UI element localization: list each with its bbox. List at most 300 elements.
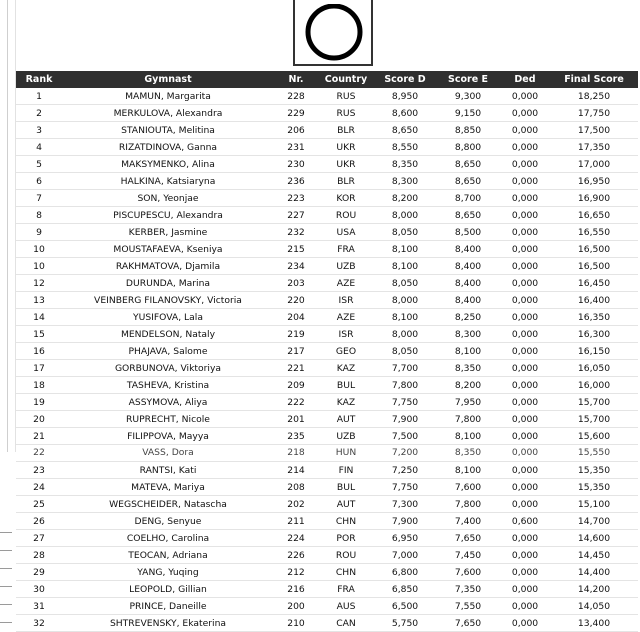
cell-score-d: 6,950 <box>374 530 436 547</box>
cell-final-score: 16,650 <box>550 207 638 224</box>
cell-ded: 0,000 <box>500 173 550 190</box>
table-row <box>16 207 638 224</box>
cell-score-d: 8,000 <box>374 207 436 224</box>
header-gymnast: Gymnast <box>62 71 274 88</box>
cell-country: FIN <box>318 462 374 479</box>
cell-score-d: 8,600 <box>374 105 436 122</box>
cell-rank: 31 <box>16 598 62 615</box>
cell-nr: 230 <box>274 156 318 173</box>
table-row <box>16 598 638 615</box>
table-row <box>16 241 638 258</box>
cell-final-score: 15,700 <box>550 411 638 428</box>
cell-country: ROU <box>318 547 374 564</box>
cell-final-score: 17,350 <box>550 139 638 156</box>
cell-score-e: 8,400 <box>436 258 500 275</box>
cell-gymnast: DURUNDA, Marina <box>62 275 274 292</box>
cell-rank: 9 <box>16 224 62 241</box>
cell-score-d: 7,250 <box>374 462 436 479</box>
cell-rank: 3 <box>16 122 62 139</box>
cell-gymnast: PISCUPESCU, Alexandra <box>62 207 274 224</box>
cell-gymnast: PRINCE, Daneille <box>62 598 274 615</box>
table-row <box>16 292 638 309</box>
cell-gymnast: MAMUN, Margarita <box>62 88 274 105</box>
cell-nr: 215 <box>274 241 318 258</box>
cell-final-score: 15,600 <box>550 428 638 445</box>
cell-nr: 223 <box>274 190 318 207</box>
cell-score-e: 8,400 <box>436 241 500 258</box>
cell-nr: 231 <box>274 139 318 156</box>
cell-gymnast: VEINBERG FILANOVSKY, Victoria <box>62 292 274 309</box>
cell-final-score: 14,700 <box>550 513 638 530</box>
cell-final-score: 14,050 <box>550 598 638 615</box>
cell-country: BUL <box>318 377 374 394</box>
cell-country: RUS <box>318 105 374 122</box>
table-row <box>16 462 638 479</box>
cell-ded: 0,000 <box>500 207 550 224</box>
cell-gymnast: WEGSCHEIDER, Natascha <box>62 496 274 513</box>
cell-final-score: 16,400 <box>550 292 638 309</box>
cell-score-e: 7,600 <box>436 564 500 581</box>
cell-rank: 27 <box>16 530 62 547</box>
cell-final-score: 14,450 <box>550 547 638 564</box>
cell-score-d: 8,100 <box>374 241 436 258</box>
cell-rank: 4 <box>16 139 62 156</box>
cell-score-e: 8,100 <box>436 428 500 445</box>
cell-rank: 22 <box>16 445 62 462</box>
cell-final-score: 14,600 <box>550 530 638 547</box>
cell-gymnast: VASS, Dora <box>62 445 274 462</box>
cell-ded: 0,000 <box>500 343 550 360</box>
cell-gymnast: RANTSI, Kati <box>62 462 274 479</box>
cell-nr: 227 <box>274 207 318 224</box>
cell-score-d: 7,700 <box>374 360 436 377</box>
cell-score-e: 7,800 <box>436 411 500 428</box>
cell-rank: 29 <box>16 564 62 581</box>
cell-gymnast: PHAJAVA, Salome <box>62 343 274 360</box>
cell-rank: 30 <box>16 581 62 598</box>
left-border-line <box>7 0 8 452</box>
cell-final-score: 16,550 <box>550 224 638 241</box>
cell-score-d: 7,000 <box>374 547 436 564</box>
cell-country: GEO <box>318 343 374 360</box>
table-row <box>16 224 638 241</box>
cell-score-d: 7,900 <box>374 513 436 530</box>
cell-ded: 0,000 <box>500 122 550 139</box>
cell-gymnast: RIZATDINOVA, Ganna <box>62 139 274 156</box>
cell-ded: 0,000 <box>500 615 550 632</box>
table-row <box>16 88 638 105</box>
cell-country: RUS <box>318 88 374 105</box>
cell-ded: 0,000 <box>500 139 550 156</box>
cell-nr: 222 <box>274 394 318 411</box>
cell-score-e: 9,300 <box>436 88 500 105</box>
cell-ded: 0,000 <box>500 564 550 581</box>
cell-ded: 0,000 <box>500 428 550 445</box>
cell-nr: 220 <box>274 292 318 309</box>
cell-country: AUT <box>318 496 374 513</box>
cell-ded: 0,000 <box>500 88 550 105</box>
results-table-body <box>16 88 638 632</box>
table-row <box>16 513 638 530</box>
cell-ded: 0,000 <box>500 394 550 411</box>
cell-final-score: 13,400 <box>550 615 638 632</box>
table-row <box>16 564 638 581</box>
cell-country: BUL <box>318 479 374 496</box>
table-row <box>16 530 638 547</box>
cell-gymnast: MAKSYMENKO, Alina <box>62 156 274 173</box>
cell-ded: 0,000 <box>500 190 550 207</box>
cell-score-e: 8,300 <box>436 326 500 343</box>
cell-gymnast: KERBER, Jasmine <box>62 224 274 241</box>
cell-rank: 7 <box>16 190 62 207</box>
cell-score-e: 8,200 <box>436 377 500 394</box>
cell-score-e: 8,500 <box>436 224 500 241</box>
cell-score-d: 8,550 <box>374 139 436 156</box>
cell-nr: 200 <box>274 598 318 615</box>
cell-country: AZE <box>318 275 374 292</box>
table-row <box>16 105 638 122</box>
cell-final-score: 16,150 <box>550 343 638 360</box>
cell-country: CHN <box>318 513 374 530</box>
cell-final-score: 15,100 <box>550 496 638 513</box>
cell-ded: 0,000 <box>500 156 550 173</box>
cell-rank: 21 <box>16 428 62 445</box>
cell-score-e: 8,350 <box>436 445 500 462</box>
cell-gymnast: FILIPPOVA, Mayya <box>62 428 274 445</box>
cell-final-score: 17,750 <box>550 105 638 122</box>
cell-final-score: 18,250 <box>550 88 638 105</box>
cell-gymnast: YUSIFOVA, Lala <box>62 309 274 326</box>
cell-nr: 236 <box>274 173 318 190</box>
cell-gymnast: MENDELSON, Nataly <box>62 326 274 343</box>
cell-nr: 219 <box>274 326 318 343</box>
table-row <box>16 309 638 326</box>
cell-score-d: 7,800 <box>374 377 436 394</box>
cell-nr: 203 <box>274 275 318 292</box>
cell-rank: 1 <box>16 88 62 105</box>
cell-nr: 212 <box>274 564 318 581</box>
cell-gymnast: MERKULOVA, Alexandra <box>62 105 274 122</box>
table-row <box>16 139 638 156</box>
cell-country: UKR <box>318 156 374 173</box>
cell-nr: 202 <box>274 496 318 513</box>
cell-rank: 17 <box>16 360 62 377</box>
cell-ded: 0,000 <box>500 377 550 394</box>
cell-score-d: 8,650 <box>374 122 436 139</box>
cell-gymnast: COELHO, Carolina <box>62 530 274 547</box>
cell-score-e: 8,650 <box>436 173 500 190</box>
table-row <box>16 343 638 360</box>
header-score-d: Score D <box>374 71 436 88</box>
table-row <box>16 190 638 207</box>
cell-score-e: 8,800 <box>436 139 500 156</box>
cell-nr: 218 <box>274 445 318 462</box>
cell-ded: 0,000 <box>500 224 550 241</box>
cell-score-d: 8,050 <box>374 224 436 241</box>
cell-rank: 5 <box>16 156 62 173</box>
cell-rank: 20 <box>16 411 62 428</box>
cell-score-e: 7,350 <box>436 581 500 598</box>
cell-country: AUS <box>318 598 374 615</box>
cell-rank: 26 <box>16 513 62 530</box>
ring-logo-icon <box>303 4 365 62</box>
table-row <box>16 615 638 632</box>
cell-nr: 208 <box>274 479 318 496</box>
cell-country: ROU <box>318 207 374 224</box>
cell-score-e: 7,800 <box>436 496 500 513</box>
results-table-header <box>16 71 638 88</box>
cell-score-e: 7,950 <box>436 394 500 411</box>
cell-score-d: 8,300 <box>374 173 436 190</box>
cell-country: FRA <box>318 581 374 598</box>
cell-ded: 0,000 <box>500 292 550 309</box>
cell-nr: 211 <box>274 513 318 530</box>
cell-country: UZB <box>318 258 374 275</box>
cell-ded: 0,000 <box>500 445 550 462</box>
cell-rank: 19 <box>16 394 62 411</box>
cell-nr: 232 <box>274 224 318 241</box>
cell-gymnast: SHTREVENSKY, Ekaterina <box>62 615 274 632</box>
cell-score-d: 8,050 <box>374 275 436 292</box>
side-tick-marks <box>0 520 14 630</box>
cell-rank: 10 <box>16 258 62 275</box>
cell-score-e: 8,850 <box>436 122 500 139</box>
cell-gymnast: MATEVA, Mariya <box>62 479 274 496</box>
cell-score-e: 8,400 <box>436 292 500 309</box>
cell-nr: 209 <box>274 377 318 394</box>
cell-ded: 0,000 <box>500 309 550 326</box>
cell-score-d: 8,000 <box>374 292 436 309</box>
cell-ded: 0,000 <box>500 547 550 564</box>
cell-score-e: 7,650 <box>436 530 500 547</box>
cell-score-d: 7,750 <box>374 394 436 411</box>
cell-ded: 0,000 <box>500 598 550 615</box>
cell-rank: 28 <box>16 547 62 564</box>
cell-score-d: 8,350 <box>374 156 436 173</box>
cell-final-score: 15,700 <box>550 394 638 411</box>
cell-country: UZB <box>318 428 374 445</box>
table-row <box>16 326 638 343</box>
cell-nr: 235 <box>274 428 318 445</box>
cell-nr: 226 <box>274 547 318 564</box>
cell-score-e: 7,400 <box>436 513 500 530</box>
cell-gymnast: STANIOUTA, Melitina <box>62 122 274 139</box>
table-row <box>16 377 638 394</box>
cell-ded: 0,000 <box>500 105 550 122</box>
cell-final-score: 16,450 <box>550 275 638 292</box>
cell-nr: 210 <box>274 615 318 632</box>
cell-gymnast: MOUSTAFAEVA, Kseniya <box>62 241 274 258</box>
cell-score-e: 8,350 <box>436 360 500 377</box>
cell-country: POR <box>318 530 374 547</box>
cell-rank: 13 <box>16 292 62 309</box>
cell-final-score: 16,350 <box>550 309 638 326</box>
cell-final-score: 16,500 <box>550 258 638 275</box>
cell-gymnast: ASSYMOVA, Aliya <box>62 394 274 411</box>
cell-score-d: 7,900 <box>374 411 436 428</box>
cell-score-d: 7,300 <box>374 496 436 513</box>
cell-score-e: 8,250 <box>436 309 500 326</box>
header-country: Country <box>318 71 374 88</box>
cell-score-e: 8,700 <box>436 190 500 207</box>
cell-score-d: 5,750 <box>374 615 436 632</box>
cell-gymnast: RAKHMATOVA, Djamila <box>62 258 274 275</box>
cell-nr: 229 <box>274 105 318 122</box>
cell-ded: 0,000 <box>500 462 550 479</box>
header-rank: Rank <box>16 71 62 88</box>
cell-score-d: 8,100 <box>374 258 436 275</box>
cell-rank: 25 <box>16 496 62 513</box>
cell-gymnast: YANG, Yuqing <box>62 564 274 581</box>
cell-final-score: 16,500 <box>550 241 638 258</box>
cell-score-e: 8,400 <box>436 275 500 292</box>
cell-score-e: 7,600 <box>436 479 500 496</box>
cell-country: KOR <box>318 190 374 207</box>
cell-score-d: 6,850 <box>374 581 436 598</box>
cell-score-d: 8,050 <box>374 343 436 360</box>
table-row <box>16 156 638 173</box>
table-row <box>16 411 638 428</box>
cell-nr: 201 <box>274 411 318 428</box>
cell-final-score: 14,400 <box>550 564 638 581</box>
cell-score-e: 7,650 <box>436 615 500 632</box>
header-ded: Ded <box>500 71 550 88</box>
table-row <box>16 496 638 513</box>
cell-gymnast: SON, Yeonjae <box>62 190 274 207</box>
cell-score-e: 8,650 <box>436 156 500 173</box>
cell-rank: 32 <box>16 615 62 632</box>
cell-nr: 221 <box>274 360 318 377</box>
cell-score-d: 8,000 <box>374 326 436 343</box>
cell-rank: 14 <box>16 309 62 326</box>
cell-score-e: 9,150 <box>436 105 500 122</box>
cell-score-e: 7,450 <box>436 547 500 564</box>
cell-final-score: 15,550 <box>550 445 638 462</box>
table-row <box>16 122 638 139</box>
cell-score-e: 8,100 <box>436 462 500 479</box>
cell-final-score: 16,300 <box>550 326 638 343</box>
cell-rank: 6 <box>16 173 62 190</box>
cell-ded: 0,000 <box>500 275 550 292</box>
table-row <box>16 173 638 190</box>
header-score-e: Score E <box>436 71 500 88</box>
cell-final-score: 16,000 <box>550 377 638 394</box>
cell-nr: 228 <box>274 88 318 105</box>
cell-gymnast: DENG, Senyue <box>62 513 274 530</box>
cell-rank: 8 <box>16 207 62 224</box>
cell-rank: 24 <box>16 479 62 496</box>
table-row <box>16 581 638 598</box>
cell-rank: 23 <box>16 462 62 479</box>
cell-score-d: 6,800 <box>374 564 436 581</box>
cell-country: KAZ <box>318 394 374 411</box>
cell-gymnast: HALKINA, Katsiaryna <box>62 173 274 190</box>
cell-country: USA <box>318 224 374 241</box>
cell-country: AZE <box>318 309 374 326</box>
cell-country: FRA <box>318 241 374 258</box>
cell-final-score: 16,900 <box>550 190 638 207</box>
cell-final-score: 16,050 <box>550 360 638 377</box>
cell-final-score: 17,500 <box>550 122 638 139</box>
cell-score-e: 7,550 <box>436 598 500 615</box>
header-final-score: Final Score <box>550 71 638 88</box>
cell-final-score: 17,000 <box>550 156 638 173</box>
cell-ded: 0,000 <box>500 360 550 377</box>
table-row <box>16 428 638 445</box>
cell-score-e: 8,100 <box>436 343 500 360</box>
cell-ded: 0,000 <box>500 581 550 598</box>
cell-score-d: 8,950 <box>374 88 436 105</box>
cell-country: BLR <box>318 173 374 190</box>
cell-nr: 204 <box>274 309 318 326</box>
cell-country: BLR <box>318 122 374 139</box>
results-table <box>16 71 638 632</box>
cell-country: ISR <box>318 326 374 343</box>
cell-rank: 16 <box>16 343 62 360</box>
cell-nr: 206 <box>274 122 318 139</box>
cell-country: HUN <box>318 445 374 462</box>
cell-ded: 0,000 <box>500 530 550 547</box>
cell-rank: 12 <box>16 275 62 292</box>
cell-score-e: 8,650 <box>436 207 500 224</box>
cell-nr: 224 <box>274 530 318 547</box>
cell-ded: 0,000 <box>500 258 550 275</box>
logo-frame <box>293 0 373 66</box>
cell-country: CAN <box>318 615 374 632</box>
cell-country: CHN <box>318 564 374 581</box>
header-nr: Nr. <box>274 71 318 88</box>
cell-country: UKR <box>318 139 374 156</box>
cell-score-d: 7,500 <box>374 428 436 445</box>
cell-gymnast: LEOPOLD, Gillian <box>62 581 274 598</box>
cell-gymnast: RUPRECHT, Nicole <box>62 411 274 428</box>
table-row <box>16 258 638 275</box>
cell-final-score: 15,350 <box>550 479 638 496</box>
cell-ded: 0,600 <box>500 513 550 530</box>
cell-gymnast: TASHEVA, Kristina <box>62 377 274 394</box>
cell-score-d: 8,200 <box>374 190 436 207</box>
cell-country: AUT <box>318 411 374 428</box>
table-row <box>16 394 638 411</box>
table-row <box>16 547 638 564</box>
cell-final-score: 16,950 <box>550 173 638 190</box>
cell-nr: 234 <box>274 258 318 275</box>
cell-nr: 217 <box>274 343 318 360</box>
cell-final-score: 15,350 <box>550 462 638 479</box>
cell-country: KAZ <box>318 360 374 377</box>
table-row <box>16 445 638 462</box>
cell-rank: 10 <box>16 241 62 258</box>
cell-score-d: 6,500 <box>374 598 436 615</box>
cell-nr: 214 <box>274 462 318 479</box>
cell-ded: 0,000 <box>500 479 550 496</box>
cell-rank: 18 <box>16 377 62 394</box>
table-row <box>16 360 638 377</box>
cell-country: ISR <box>318 292 374 309</box>
cell-score-d: 8,100 <box>374 309 436 326</box>
cell-ded: 0,000 <box>500 326 550 343</box>
cell-score-d: 7,200 <box>374 445 436 462</box>
table-row <box>16 275 638 292</box>
cell-gymnast: GORBUNOVA, Viktoriya <box>62 360 274 377</box>
cell-score-d: 7,750 <box>374 479 436 496</box>
cell-rank: 15 <box>16 326 62 343</box>
cell-ded: 0,000 <box>500 411 550 428</box>
cell-gymnast: TEOCAN, Adriana <box>62 547 274 564</box>
cell-nr: 216 <box>274 581 318 598</box>
table-row <box>16 479 638 496</box>
cell-rank: 2 <box>16 105 62 122</box>
